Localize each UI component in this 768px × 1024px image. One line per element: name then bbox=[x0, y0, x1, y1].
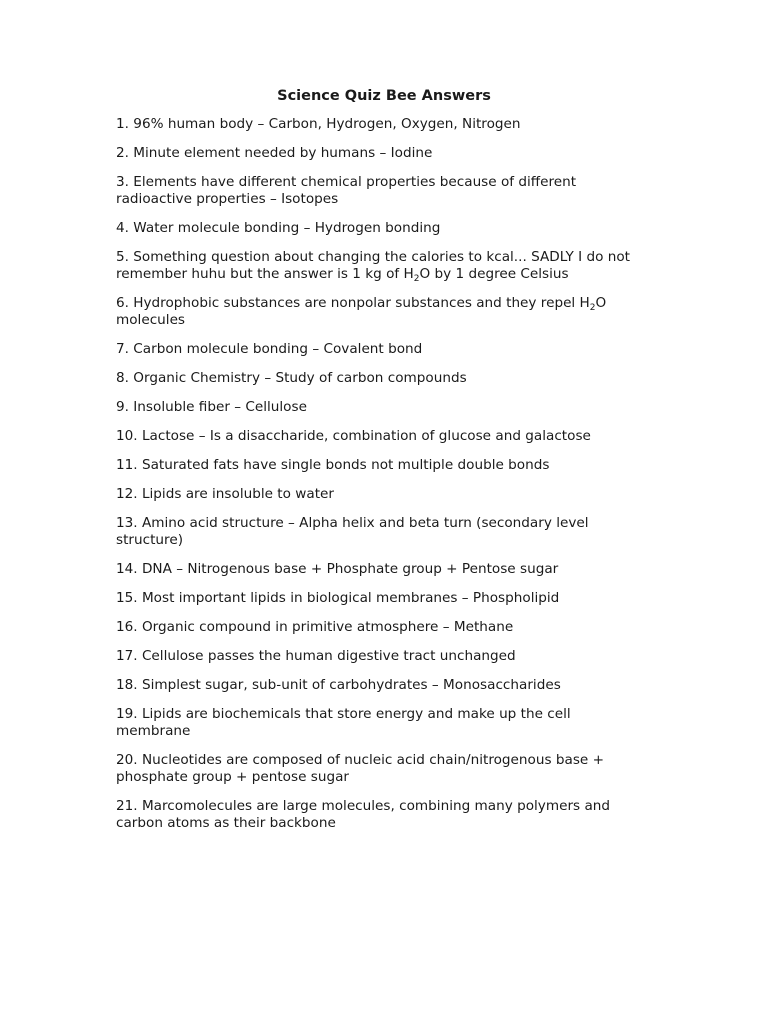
answer-item bbox=[116, 798, 646, 832]
answer-text: 9. Insoluble fiber – Cellulose bbox=[116, 399, 307, 415]
answer-text: 21. Marcomolecules are large molecules, combining many polymers and carbon atoms as their backbone bbox=[116, 798, 611, 831]
answer-text: 18. Simplest sugar, sub-unit of carbohydrates – Monosaccharides bbox=[116, 677, 561, 693]
subscript-text: 2 bbox=[589, 303, 596, 313]
answer-item bbox=[116, 677, 646, 694]
answer-text: 15. Most important lipids in biological membranes – Phospholipid bbox=[116, 590, 560, 606]
answer-item bbox=[116, 370, 646, 387]
answer-item bbox=[116, 486, 646, 503]
answer-item bbox=[116, 752, 646, 786]
answer-item bbox=[116, 515, 646, 549]
answer-text: O by 1 degree Celsius bbox=[419, 266, 569, 282]
answer-text: 12. Lipids are insoluble to water bbox=[116, 486, 335, 502]
answer-item bbox=[116, 145, 646, 162]
answer-item bbox=[116, 648, 646, 665]
subscript-text: 2 bbox=[413, 274, 420, 284]
answer-text: 5. Something question about changing the calories to kcal... SADLY I do not remember huhu but the answer is 1 kg of H bbox=[116, 249, 630, 282]
answer-item bbox=[116, 399, 646, 416]
answer-item bbox=[116, 561, 646, 578]
answer-text: 11. Saturated fats have single bonds not multiple double bonds bbox=[116, 457, 550, 473]
answer-text: 7. Carbon molecule bonding – Covalent bond bbox=[116, 341, 423, 357]
answer-text: 3. Elements have different chemical properties because of different radioactive properties – Isotopes bbox=[116, 174, 577, 207]
answer-item bbox=[116, 174, 646, 208]
answer-item bbox=[116, 590, 646, 607]
answer-item bbox=[116, 295, 646, 329]
answer-item bbox=[116, 220, 646, 237]
answer-item bbox=[116, 341, 646, 358]
answer-text: 8. Organic Chemistry – Study of carbon compounds bbox=[116, 370, 467, 386]
answer-item bbox=[116, 619, 646, 636]
answer-text: 1. 96% human body – Carbon, Hydrogen, Oxygen, Nitrogen bbox=[116, 116, 521, 132]
answer-item bbox=[116, 706, 646, 740]
answer-list bbox=[116, 116, 646, 844]
answer-text: 17. Cellulose passes the human digestive tract unchanged bbox=[116, 648, 516, 664]
answer-text: 14. DNA – Nitrogenous base + Phosphate group + Pentose sugar bbox=[116, 561, 559, 577]
answer-text: 10. Lactose – Is a disaccharide, combination of glucose and galactose bbox=[116, 428, 591, 444]
answer-text: 13. Amino acid structure – Alpha helix and beta turn (secondary level structure) bbox=[116, 515, 589, 548]
answer-text: 4. Water molecule bonding – Hydrogen bonding bbox=[116, 220, 441, 236]
answer-item bbox=[116, 428, 646, 445]
answer-item bbox=[116, 116, 646, 133]
answer-item bbox=[116, 457, 646, 474]
answer-text: 16. Organic compound in primitive atmosphere – Methane bbox=[116, 619, 514, 635]
document-title: Science Quiz Bee Answers bbox=[277, 88, 491, 104]
answer-text: 2. Minute element needed by humans – Iodine bbox=[116, 145, 433, 161]
answer-item bbox=[116, 249, 646, 283]
answer-text: O molecules bbox=[116, 295, 607, 328]
answer-text: 19. Lipids are biochemicals that store energy and make up the cell membrane bbox=[116, 706, 571, 739]
answer-text: 6. Hydrophobic substances are nonpolar substances and they repel H bbox=[116, 295, 590, 311]
answer-text: 20. Nucleotides are composed of nucleic acid chain/nitrogenous base + phosphate group + pentose sugar bbox=[116, 752, 604, 785]
